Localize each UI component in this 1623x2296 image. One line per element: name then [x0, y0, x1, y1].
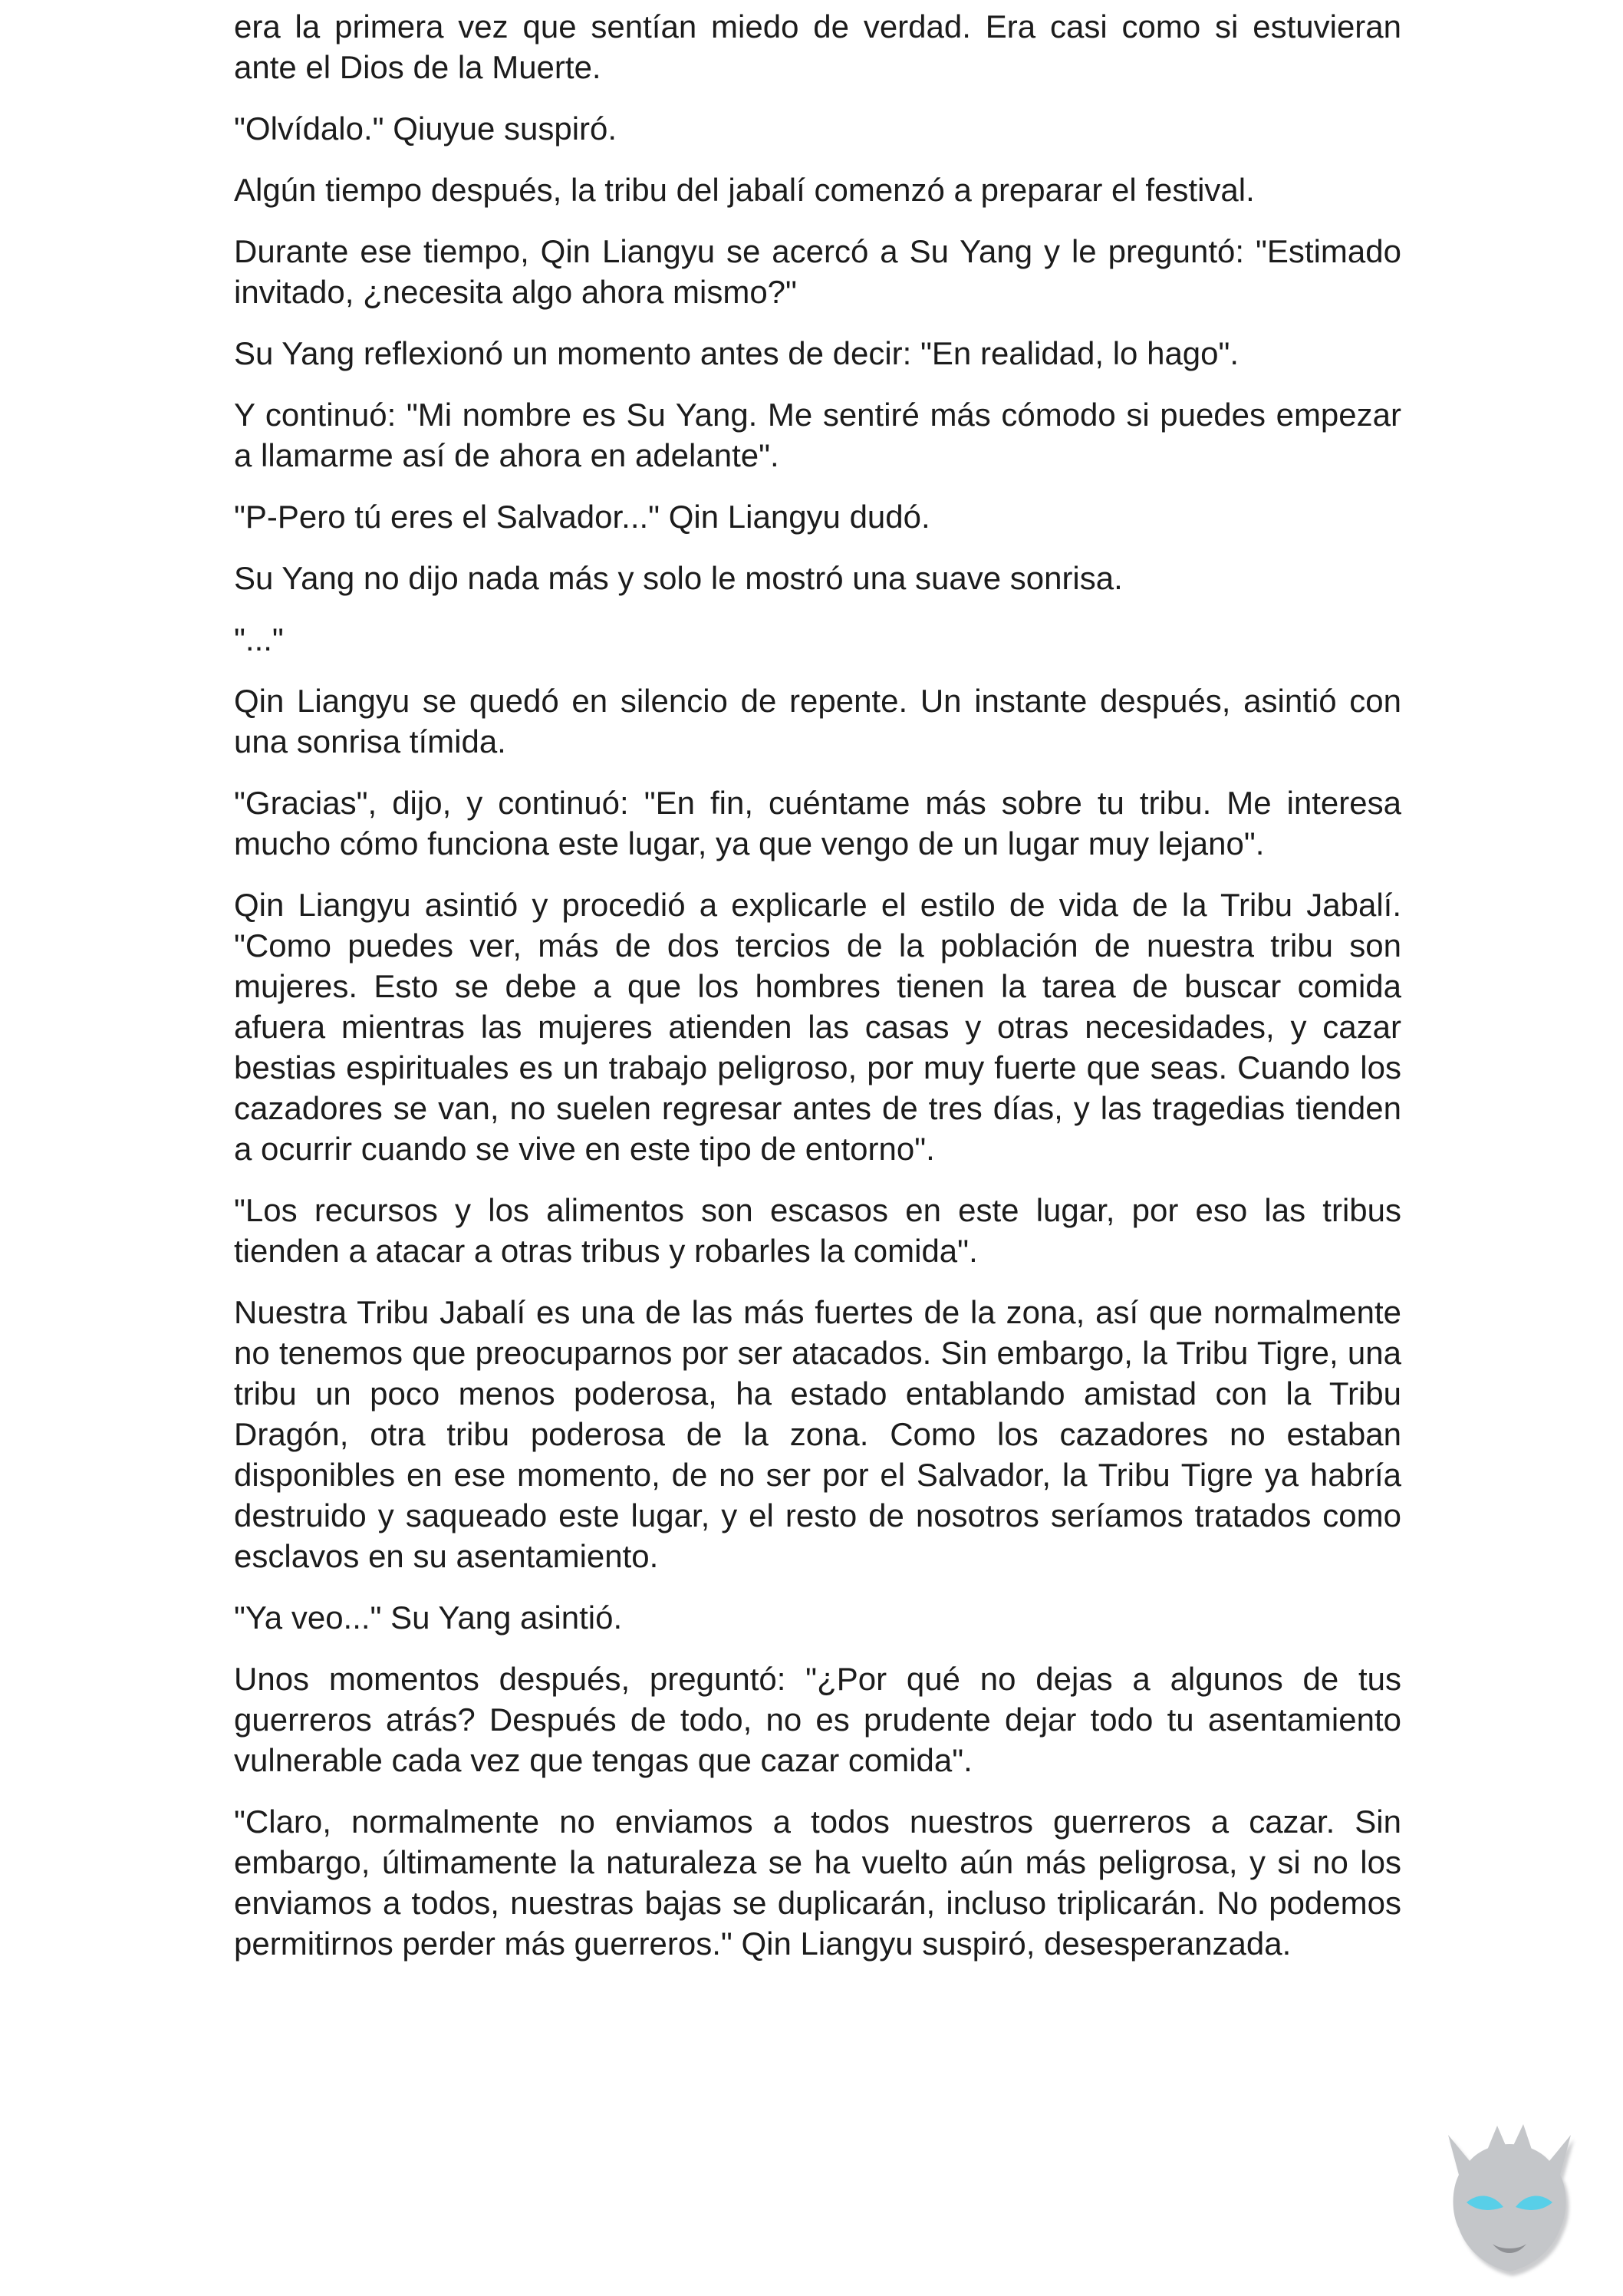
paragraph: Y continuó: "Mi nombre es Su Yang. Me sentiré más cómodo si puedes empezar a llamarme así de ahora en adelante". [234, 397, 1401, 473]
paragraph: "Ya veo..." Su Yang asintió. [234, 1599, 623, 1636]
paragraph: "Olvídalo." Qiuyue suspiró. [234, 110, 617, 147]
paragraph: Su Yang reflexionó un momento antes de decir: "En realidad, lo hago". [234, 335, 1239, 371]
paragraph: Nuestra Tribu Jabalí es una de las más fuertes de la zona, así que normalmente no tenemos que preocuparnos por ser atacados. Sin embargo, la Tribu Tigre, una tribu un poco menos poderosa, ha estado entablando amistad con la Tribu Dragón, otra tribu poderosa de la zona. Como los cazadores no estaban disponibles en ese momento, de no ser por el Salvador, la Tribu Tigre ya habría destruido y saqueado este lugar, y el resto de nosotros seríamos tratados como esclavos en su asentamiento. [234, 1294, 1401, 1574]
watermark-logo [1433, 2121, 1586, 2282]
paragraph: "P-Pero tú eres el Salvador..." Qin Liangyu dudó. [234, 499, 930, 535]
paragraph: Qin Liangyu se quedó en silencio de repente. Un instante después, asintió con una sonrisa tímida. [234, 683, 1401, 759]
paragraph: "Claro, normalmente no enviamos a todos nuestros guerreros a cazar. Sin embargo, últimamente la naturaleza se ha vuelto aún más peligrosa, y si no los enviamos a todos, nuestras bajas se duplicarán, incluso triplicarán. No podemos permitirnos perder más guerreros." Qin Liangyu suspiró, desesperanzada. [234, 1804, 1401, 1962]
paragraph: "Los recursos y los alimentos son escasos en este lugar, por eso las tribus tienden a atacar a otras tribus y robarles la comida". [234, 1192, 1401, 1269]
paragraph: "Gracias", dijo, y continuó: "En fin, cuéntame más sobre tu tribu. Me interesa mucho cómo funciona este lugar, ya que vengo de un lugar muy lejano". [234, 785, 1401, 861]
paragraph: Qin Liangyu asintió y procedió a explicarle el estilo de vida de la Tribu Jabalí. "Como puedes ver, más de dos tercios de la población de nuestra tribu son mujeres. Esto se debe a que los hombres tienen la tarea de buscar comida afuera mientras las mujeres atienden las casas y otras necesidades, y cazar bestias espirituales es un trabajo peligroso, por muy fuerte que seas. Cuando los cazadores se van, no suelen regresar antes de tres días, y las tragedias tienden a ocurrir cuando se vive en este tipo de entorno". [234, 887, 1401, 1167]
paragraph: era la primera vez que sentían miedo de verdad. Era casi como si estuvieran ante el Dios de la Muerte. [234, 8, 1401, 85]
demon-head-logo-icon [1433, 2121, 1586, 2282]
paragraph: Algún tiempo después, la tribu del jabalí comenzó a preparar el festival. [234, 172, 1255, 208]
paragraph: "..." [234, 621, 284, 657]
document-body [234, 6, 1401, 1985]
paragraph: Su Yang no dijo nada más y solo le mostró una suave sonrisa. [234, 560, 1123, 596]
paragraph: Durante ese tiempo, Qin Liangyu se acercó a Su Yang y le preguntó: "Estimado invitado, ¿necesita algo ahora mismo?" [234, 233, 1401, 310]
paragraph: Unos momentos después, preguntó: "¿Por qué no dejas a algunos de tus guerreros atrás? Después de todo, no es prudente dejar todo tu asentamiento vulnerable cada vez que tengas que cazar comida". [234, 1661, 1401, 1778]
